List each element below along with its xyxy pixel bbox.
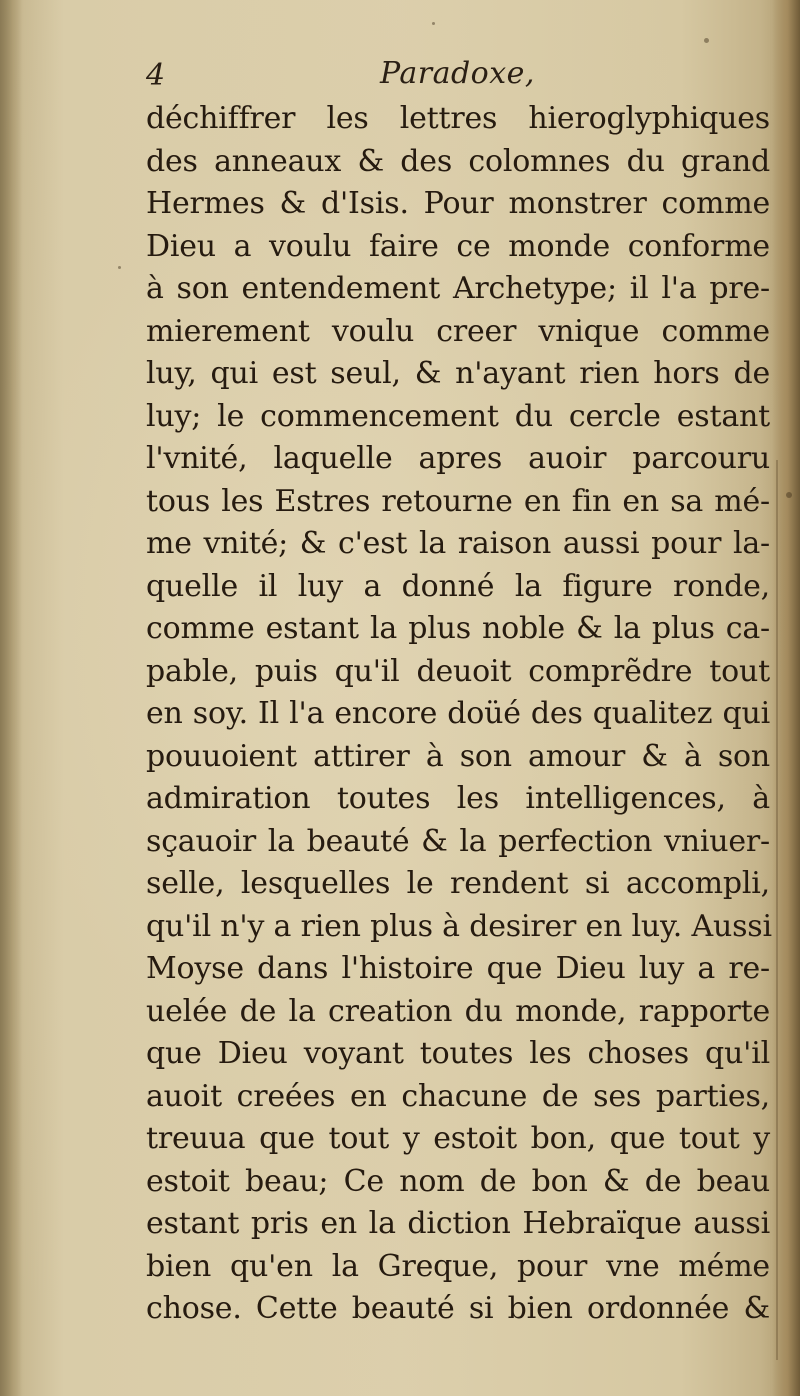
text-line: tous les Estres retourne en fin en sa mé-	[146, 483, 770, 519]
text-line: des anneaux & des colomnes du grand	[146, 143, 770, 179]
text-line: admiration toutes les intelligences, à	[146, 781, 770, 816]
text-line: treuua que tout y estoit bon, que tout y	[146, 1121, 770, 1156]
paper-speck	[432, 22, 435, 25]
text-line: luy, qui est seul, & n'ayant rien hors de	[146, 356, 770, 391]
text-line: à son entendement Archetype; il l'a pre-	[146, 271, 770, 306]
text-line: en soy. Il l'a encore doüé des qualitez qui	[146, 696, 770, 731]
text-line: quelle il luy a donné la figure ronde,	[146, 568, 770, 604]
text-line: selle, lesquelles le rendent si accompli,	[146, 866, 770, 901]
text-line: luy; le commencement du cercle estant	[146, 398, 770, 434]
text-line: me vnité; & c'est la raison aussi pour la-	[146, 526, 770, 561]
text-line: estoit beau; Ce nom de bon & de beau	[146, 1163, 770, 1199]
paper-speck	[786, 492, 792, 498]
text-line: mierement voulu creer vnique comme	[146, 313, 770, 349]
text-line: auoit creées en chacune de ses parties,	[146, 1078, 770, 1114]
text-line: déchiffrer les lettres hieroglyphiques	[146, 101, 770, 136]
text-line: Hermes & d'Isis. Pour monstrer comme	[146, 186, 770, 221]
text-line: chose. Cette beauté si bien ordonnée &	[146, 1291, 770, 1326]
gutter-shadow	[0, 0, 22, 1396]
text-line: sçauoir la beauté & la perfection vniuer-	[146, 823, 770, 859]
text-line: comme estant la plus noble & la plus ca-	[146, 611, 770, 646]
text-line: qu'il n'y a rien plus à desirer en luy. Aussi	[146, 908, 772, 944]
text-line: pable, puis qu'il deuoit comprẽdre tout	[146, 653, 770, 689]
paper-speck	[704, 38, 709, 43]
body-text	[146, 98, 770, 1331]
text-line: estant pris en la diction Hebraïque aussi	[146, 1206, 770, 1241]
page-fold	[776, 460, 778, 1360]
text-line: Moyse dans l'histoire que Dieu luy a re-	[146, 951, 770, 986]
text-line: uelée de la creation du monde, rapporte	[146, 993, 770, 1029]
page-header	[146, 56, 766, 96]
page-number: 4	[146, 58, 166, 93]
running-title: Paradoxe,	[380, 56, 535, 91]
text-line: bien qu'en la Greque, pour vne méme	[146, 1248, 770, 1284]
text-line: que Dieu voyant toutes les choses qu'il	[146, 1036, 770, 1071]
text-line: pouuoient attirer à son amour & à son	[146, 738, 770, 774]
text-line: l'vnité, laquelle apres auoir parcouru	[146, 441, 770, 476]
paper-speck	[118, 266, 121, 269]
text-line: Dieu a voulu faire ce monde conforme	[146, 228, 770, 264]
